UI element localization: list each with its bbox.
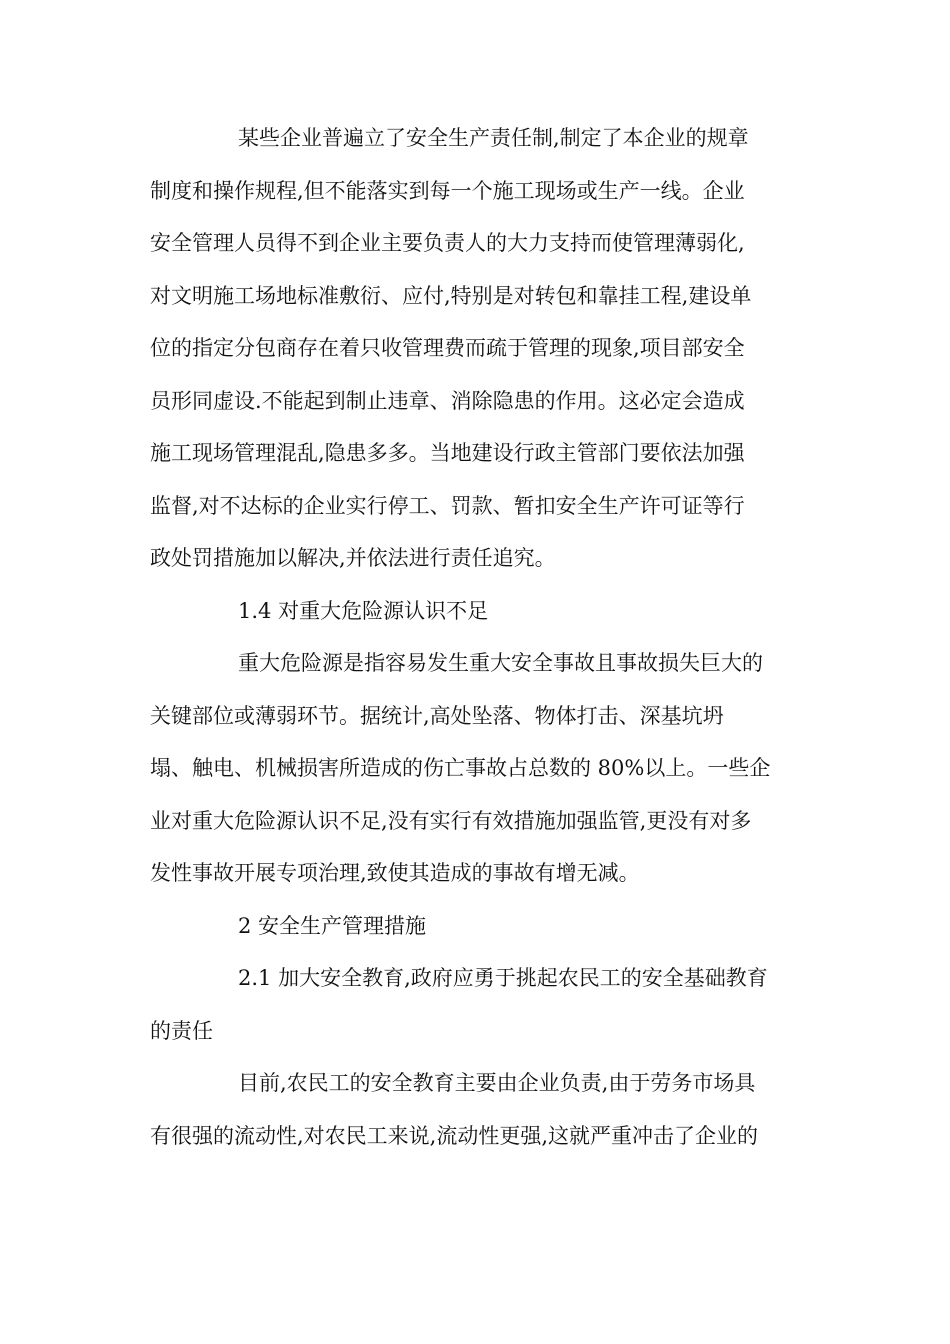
paragraph-line: 某些企业普遍立了安全生产责任制,制定了本企业的规章 <box>238 126 749 150</box>
paragraph-line: 业对重大危险源认识不足,没有实行有效措施加强监管,更没有对多 <box>150 808 752 833</box>
paragraph-line: 塌、触电、机械损害所造成的伤亡事故占总数的 80%以上。一些企 <box>150 756 771 780</box>
paragraph-line: 政处罚措施加以解决,并依法进行责任追究。 <box>150 546 556 570</box>
subsection-heading: 2.1 加大安全教育,政府应勇于挑起农民工的安全基础教育 <box>238 966 768 990</box>
paragraph-line: 施工现场管理混乱,隐患多多。当地建设行政主管部门要依法加强 <box>150 441 745 465</box>
paragraph-line: 重大危险源是指容易发生重大安全事故且事故损失巨大的 <box>238 651 763 675</box>
paragraph-line: 安全管理人员得不到企业主要负责人的大力支持而使管理薄弱化, <box>150 231 745 255</box>
section-heading: 2 安全生产管理措施 <box>238 913 427 938</box>
paragraph-line: 位的指定分包商存在着只收管理费而疏于管理的现象,项目部安全 <box>150 336 745 360</box>
paragraph-line: 制度和操作规程,但不能落实到每一个施工现场或生产一线。企业 <box>150 178 745 203</box>
paragraph-line: 关键部位或薄弱环节。据统计,高处坠落、物体打击、深基坑坍 <box>150 703 724 728</box>
subsection-heading-continued: 的责任 <box>150 1018 213 1043</box>
paragraph-line: 员形同虚设.不能起到制止违章、消除隐患的作用。这必定会造成 <box>150 388 745 413</box>
paragraph-line: 发性事故开展专项治理,致使其造成的事故有增无减。 <box>150 861 640 885</box>
paragraph-line: 监督,对不达标的企业实行停工、罚款、暂扣安全生产许可证等行 <box>150 493 745 518</box>
paragraph-line: 目前,农民工的安全教育主要由企业负责,由于劳务市场具 <box>238 1071 756 1095</box>
paragraph-line: 有很强的流动性,对农民工来说,流动性更强,这就严重冲击了企业的 <box>150 1123 759 1148</box>
document-body <box>150 112 800 1162</box>
paragraph-line: 对文明施工场地标准敷衍、应付,特别是对转包和靠挂工程,建设单 <box>150 283 752 308</box>
section-heading: 1.4 对重大危险源认识不足 <box>238 598 489 623</box>
